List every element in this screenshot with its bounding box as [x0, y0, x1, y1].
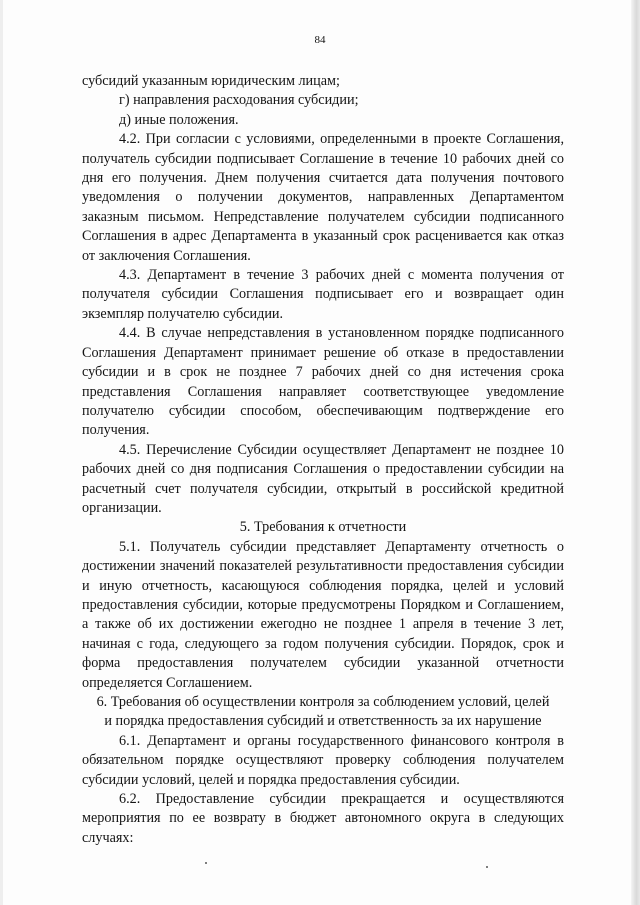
section-heading-5: 5. Требования к отчетности: [239, 519, 407, 536]
paragraph-continuation: субсидий указанным юридическим лицам;: [82, 73, 340, 89]
paragraph-4-4: 4.4. В случае непредставления в установленном порядке подписанного Соглашения Департамент принимает решение об отказе в предоставлении субсидии и в срок не позднее 7 рабочих дней со дня истечения срока представления Соглашения направляет соответствующее уведомление получателю субсидии способом, обеспечивающим подтверждение его получения.: [82, 325, 564, 439]
document-body: [82, 72, 564, 848]
paragraph-4-2: 4.2. При согласии с условиями, определенными в проекте Соглашения, получатель субсидии подписывает Соглашение в течение 10 рабочих дней со дня его получения. Днем получения считается дата получения почтового уведомления о получении документов, направленных Департаментом заказным письмом. Непредставление получателем субсидии подписанного Соглашения в адрес Департамента в указанный срок расценивается как отказ от заключения Соглашения.: [82, 131, 564, 264]
page-number: 84: [314, 34, 326, 46]
paragraph-4-3: 4.3. Департамент в течение 3 рабочих дней с момента получения от получателя субсидии Соглашения подписывает его и возвращает один экземпляр получателю субсидии.: [82, 267, 564, 322]
paragraph-4-5: 4.5. Перечисление Субсидии осуществляет Департамент не позднее 10 рабочих дней со дня подписания Соглашения о предоставлении субсидии на расчетный счет получателя субсидии, открытый в российской кредитной организации.: [82, 441, 564, 516]
list-item-d: д) иные положения.: [119, 111, 239, 128]
section-heading-6: 6. Требования об осуществлении контроля за соблюдением условий, целей и порядка предоставления субсидий и ответственность за их нарушение: [96, 694, 550, 730]
paragraph-6-1: 6.1. Департамент и органы государственного финансового контроля в обязательном порядке осуществляют проверку соблюдения получателем субсидии условий, целей и порядка предоставления субсидии.: [82, 732, 564, 788]
scan-edge-left: [0, 0, 3, 905]
scan-speck: [205, 862, 207, 864]
paragraph-5-1: 5.1. Получатель субсидии представляет Департаменту отчетность о достижении значений показателей результативности предоставления субсидии и иную отчетность, касающуюся соблюдения порядка, целей и условий предоставления субсидии, которые предусмотрены Порядком и Соглашением, а также об их достижении ежегодно не позднее 1 апреля в течение 3 лет, начиная с года, следующего за годом получения субсидии. Порядок, срок и форма предоставления получателем субсидии указанной отчетности определяется Соглашением.: [82, 538, 564, 691]
list-item-g: г) направления расходования субсидии;: [119, 92, 359, 109]
scan-speck: [486, 866, 488, 868]
scan-edge-right: [631, 0, 640, 905]
paragraph-6-2: 6.2. Предоставление субсидии прекращается и осуществляются мероприятия по ее возврату в бюджет автономного округа в следующих случаях:: [82, 791, 564, 846]
